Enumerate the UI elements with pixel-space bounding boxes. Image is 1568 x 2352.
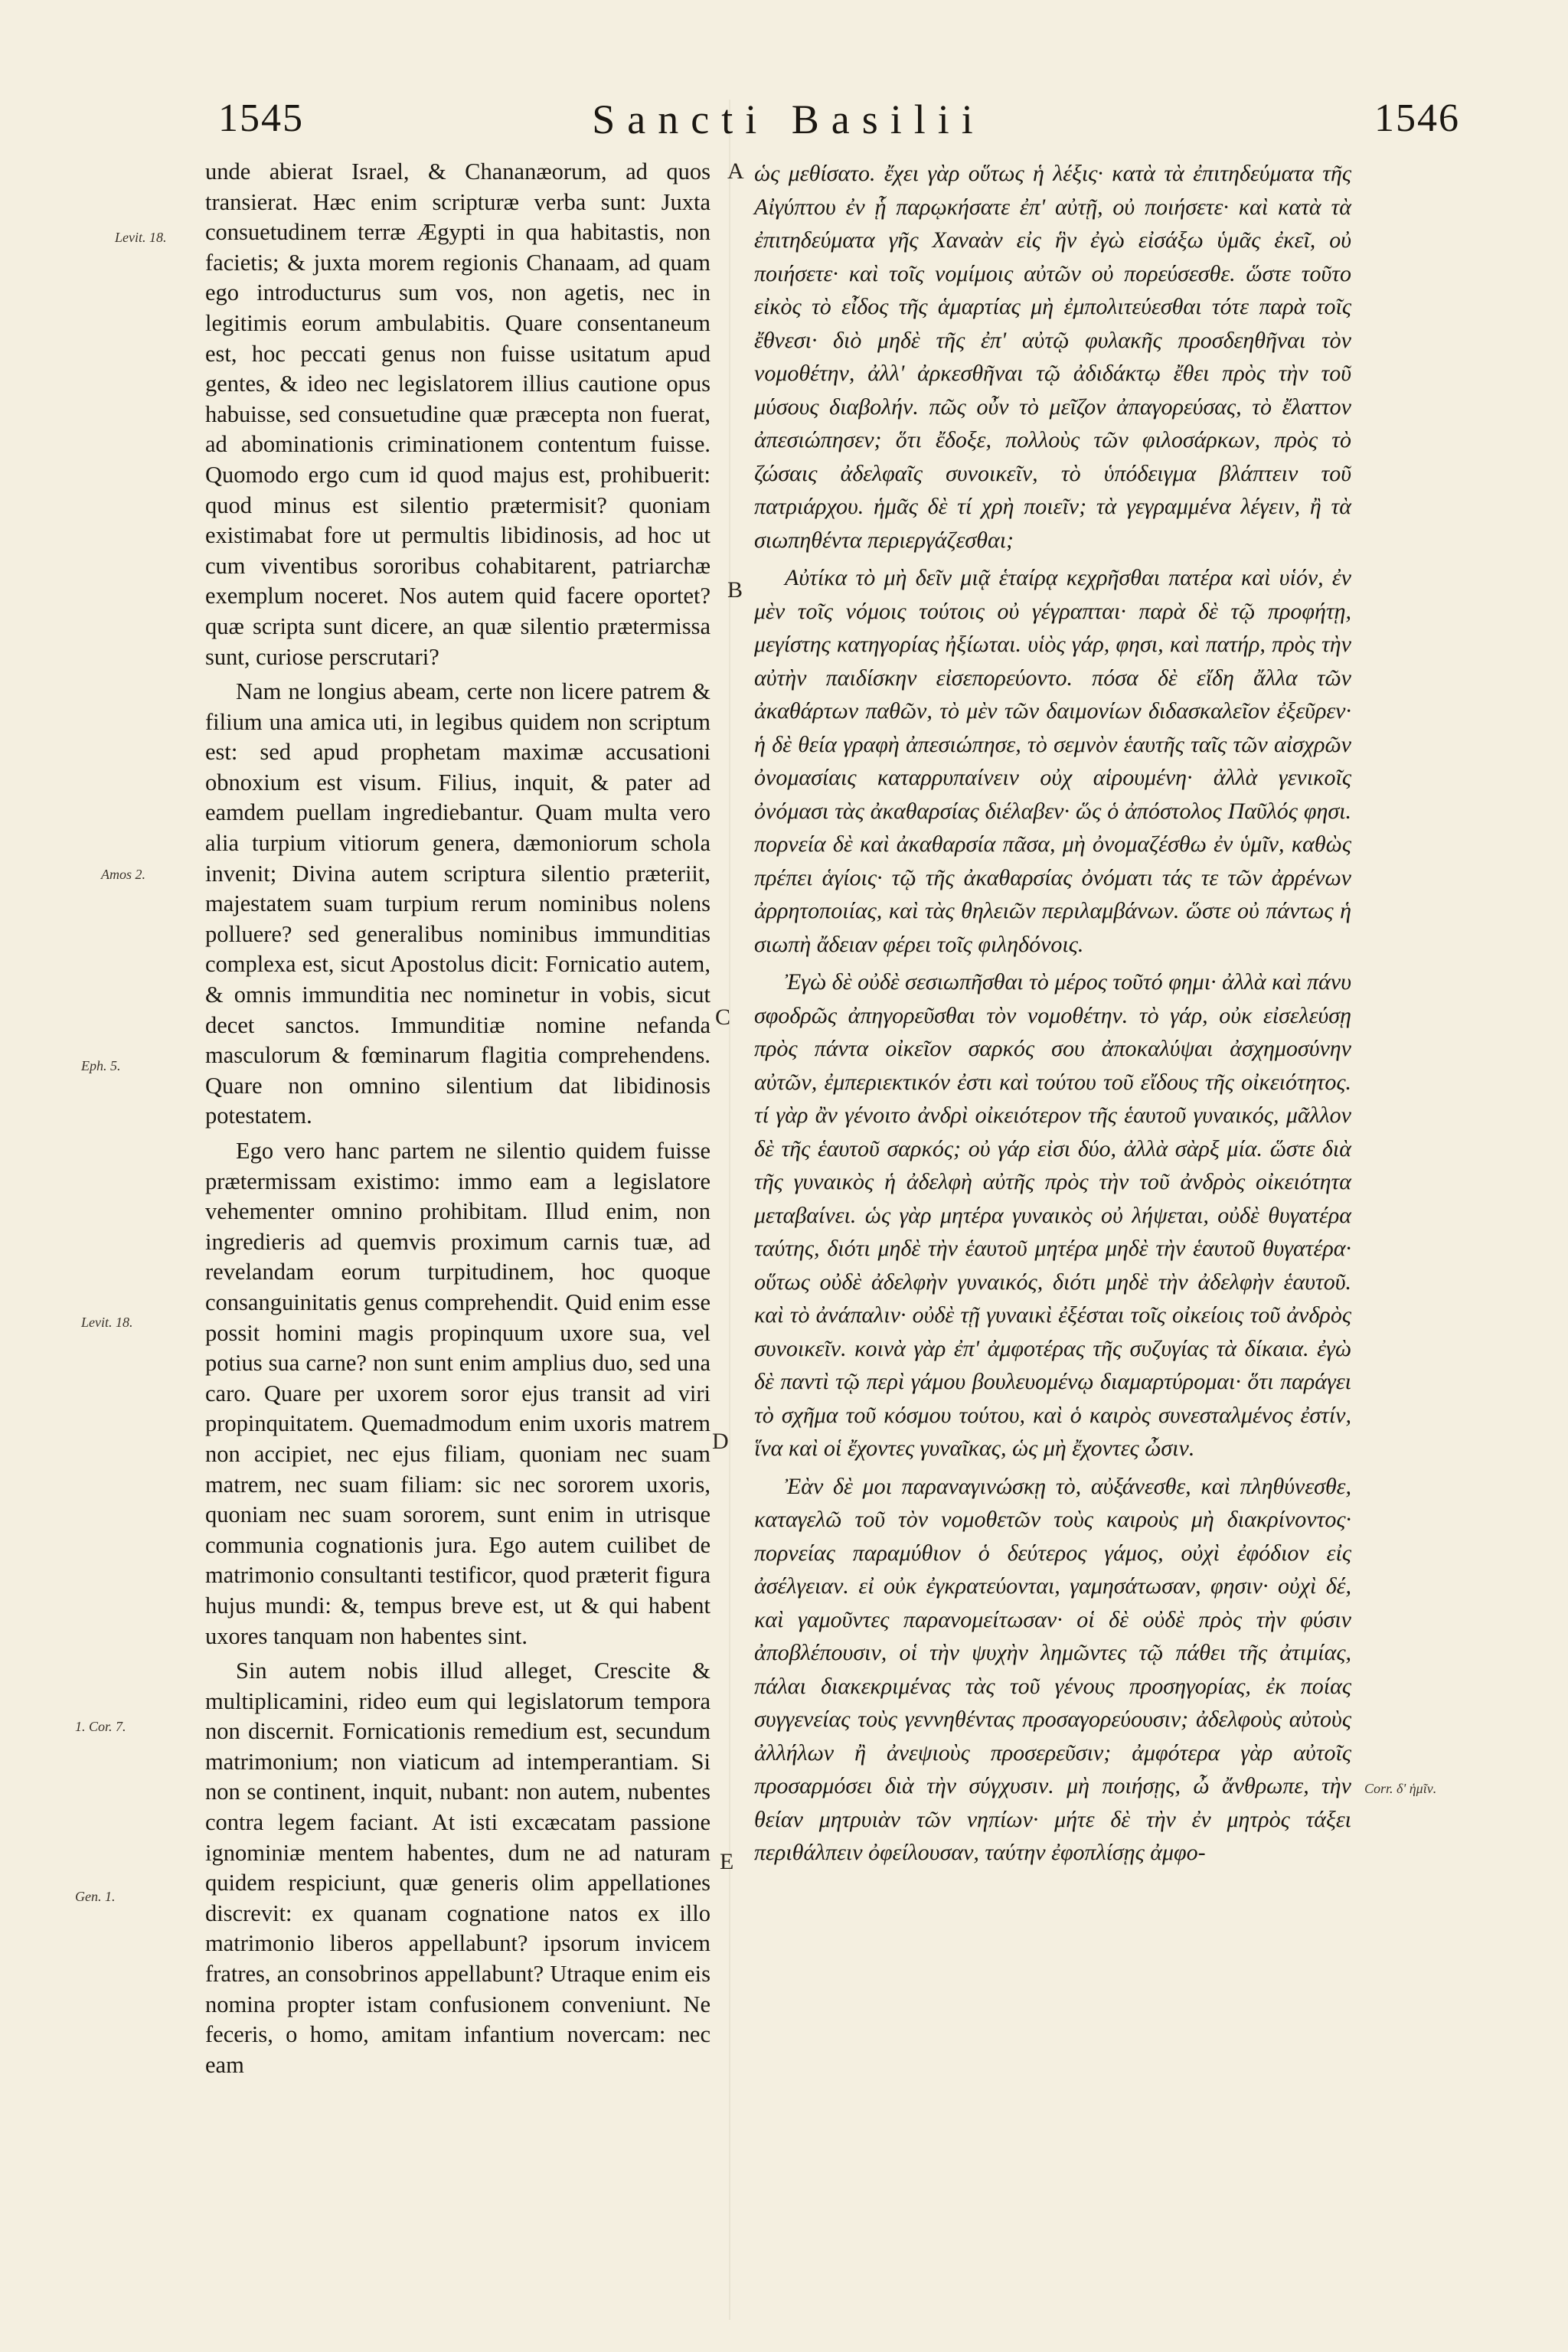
margin-note-correction: Corr. δ' ἡμῖν.: [1364, 1781, 1437, 1796]
section-letter-c: C: [715, 1004, 731, 1030]
greek-paragraph-4: Ἐὰν δὲ μοι παραναγινώσκῃ τὸ, αὐξάνεσθε, καὶ πληθύνεσθε, καταγελῶ τοῦ τὸν νομοθετῶν τοὺς καιροὺς μὴ διακρίνοντος· πορνείας παραμύθιον ὁ δεύτερος γάμος, οὐχὶ ἐφόδιον εἰς ἀσέλγειαν. εἰ οὐκ ἐγκρατεύονται, γαμησάτωσαν, φησιν· οὐχὶ δέ, καὶ γαμοῦντες παρανομείτωσαν· οἱ δὲ οὐδὲ πρὸς τὴν φύσιν ἀποβλέπουσιν, οἱ τὴν ψυχὴν λημῶντες τῷ πάθει τῆς ἀτιμίας, πάλαι διακεκριμένας τὰς τοῦ γένους προσηγορίας, ἐκ ποίας συγγενείας τοὺς γεννηθέντας προσαγορεύουσιν; ἀδελφοὺς αὐτοὺς ἀλλήλων ἢ ἀνεψιοὺς προσερεῦσιν; ἀμφότερα γὰρ αὐτοῖς προσαρμόσει διὰ τὴν σύγχυσιν. μὴ ποιήσῃς, ὦ ἄνθρωπε, τὴν θείαν μητρυιὰν τῶν νηπίων· μήτε δὲ τὴν ἐν μητρὸς τάξει περιθάλπειν ὀφείλουσαν, ταύτην ἐφοπλίσῃς ἀμφο-: [754, 1473, 1351, 1865]
margin-note-gen-1: Gen. 1.: [75, 1889, 116, 1904]
latin-paragraph-4: Sin autem nobis illud alleget, Crescite & multiplicamini, rideo eum qui legislatorum tempora non discernit. Fornicationis remedium est, secundum matrimonium; non viaticum ad intemperantiam. Si non se continent, inquit, nubant: non autem, nubentes contra legem faciant. At isti excæcatam passione ignominiæ mentem habentes, dum ne ad naturam quidem respiciunt, quæ generis olim appellationes discrevit: ex quanam cognatione natos ex illo matrimonio liberos appellabunt? ipsorum invicem fratres, an consobrinos appellabunt? Utraque enim eis nomina propter istam confusionem conveniunt. Ne feceris, o homo, amitam infantium novercam: nec eam: [205, 1658, 710, 2078]
section-letter-a: A: [727, 158, 744, 184]
section-letter-d: D: [712, 1429, 729, 1454]
section-letter-e: E: [720, 1849, 734, 1874]
latin-paragraph-1: unde abierat Israel, & Chananæorum, ad quos transierat. Hæc enim scripturæ verba sunt: Juxta consuetudinem terræ Ægypti in qua habitastis, non facietis; & juxta morem regionis Chanaam, ad quam ego introducturus sum vos, non agetis, nec in legitimis eorum ambulabitis. Quare consentaneum est, hoc peccati genus non fuisse usitatum apud gentes, & ideo nec legislatorem illius cautione opus habuisse, sed consuetudine quæ præcepta non fuerat, ad abominationis criminationem contentum fuisse. Quomodo ergo cum id quod majus est, prohibuerit: quod minus est silentio prætermisit? quoniam existimabat fore ut permultis libidinosis, ad hoc ut cum viventibus sororibus cohabitarent, patriarchæ exemplum noceret. Nos autem quid facere oportet? quæ scripta sunt dicere, an quæ silentio prætermissa sunt, curiose perscrutari?: [205, 158, 710, 670]
section-letter-b: B: [727, 577, 743, 603]
margin-note-1-cor-7: 1. Cor. 7.: [75, 1719, 126, 1734]
page-number-right: 1546: [1374, 96, 1460, 140]
page-number-left: 1545: [218, 96, 304, 140]
margin-note-levit-18-b: Levit. 18.: [81, 1315, 133, 1330]
greek-paragraph-1: ὡς μεθίσατο. ἔχει γὰρ οὕτως ἡ λέξις· κατὰ τὰ ἐπιτηδεύματα τῆς Αἰγύπτου ἐν ᾗ παρῳκήσατε ἐπ' αὐτῇ, οὐ ποιήσετε· καὶ κατὰ τὰ ἐπιτηδεύματα γῆς Χαναὰν εἰς ἣν ἐγὼ εἰσάξω ὑμᾶς ἐκεῖ, οὐ ποιήσετε· καὶ τοῖς νομίμοις αὐτῶν οὐ πορεύσεσθε. ὥστε τοῦτο εἰκὸς τὸ εἶδος τῆς ἁμαρτίας μὴ ἐμπολιτεύεσθαι τότε παρὰ τοῖς ἔθνεσι· διὸ μηδὲ τῆς ἐπ' αὐτῷ φυλακῆς προσδεηθῆναι τὸν νομοθέτην, ἀλλ' ἀρκεσθῆναι τῷ ἀδιδάκτῳ ἔθει πρὸς τὴν τοῦ μύσους διαβολήν. πῶς οὖν τὸ μεῖζον ἀπαγορεύσας, τὸ ἔλαττον ἀπεσιώπησεν; ὅτι ἔδοξε, πολλοὺς τῶν φιλοσάρκων, πρὸς τὸ ζώσαις ἀδελφαῖς συνοικεῖν, τὸ ὑπόδειγμα βλάπτειν τοῦ πατριάρχου. ἡμᾶς δὲ τί χρὴ ποιεῖν; τὰ γεγραμμένα λέγειν, ἢ τὰ σιωπηθέντα περιεργάζεσθαι;: [754, 161, 1351, 553]
margin-note-eph-5: Eph. 5.: [81, 1058, 121, 1073]
page-fold-shadow: [729, 100, 730, 2320]
greek-paragraph-2: Αὐτίκα τὸ μὴ δεῖν μιᾷ ἑταίρᾳ κεχρῆσθαι πατέρα καὶ υἱόν, ἐν μὲν τοῖς νόμοις τούτοις οὐ γέγραπται· παρὰ δὲ τῷ προφήτῃ, μεγίστης κατηγορίας ἠξίωται. υἱὸς γάρ, φησι, καὶ πατήρ, πρὸς τὴν αὐτὴν παιδίσκην εἰσεπορεύοντο. πόσα δὲ εἴδη ἄλλα τῶν ἀκαθάρτων παθῶν, τὸ μὲν τῶν δαιμονίων διδασκαλεῖον ἐξεῦρεν· ἡ δὲ θεία γραφὴ ἀπεσιώπησε, τὸ σεμνὸν ἑαυτῆς ταῖς τῶν αἰσχρῶν ὀνομασίαις καταρρυπαίνειν οὐχ αἱρουμένη· ἀλλὰ γενικοῖς ὀνόμασι τὰς ἀκαθαρσίας διέλαβεν· ὥς ὁ ἀπόστολος Παῦλός φησι. πορνεία δὲ καὶ ἀκαθαρσία πᾶσα, μὴ ὀνομαζέσθω ἐν ὑμῖν, καθὼς πρέπει ἁγίοις· τῷ τῆς ἀκαθαρσίας ὀνόματι τάς τε τῶν ἀρρένων ἀρρητοποιίας, καὶ τὰς θηλειῶν περιλαμβάνων. ὥστε οὐ πάντως ἡ σιωπὴ ἄδειαν φέρει τοῖς φιληδόνοις.: [754, 565, 1351, 957]
margin-note-levit-18: Levit. 18.: [115, 230, 167, 245]
latin-column: [205, 157, 710, 2080]
latin-paragraph-3: Ego vero hanc partem ne silentio quidem fuisse prætermissam existimo: immo eam a legislatore vehementer omnino prohibitam. Illud enim, non ingredieris ad quemvis proximum carnis tuæ, ad revelandam eorum turpitudinem, hoc quoque consanguinitatis genus comprehendit. Quid enim esse possit homini magis propinquum uxore sua, vel potius sua carne? non sunt enim amplius duo, sed una caro. Quare per uxorem soror ejus transit ad viri propinquitatem. Quemadmodum enim uxoris matrem non accipiet, nec ejus filiam, quoniam nec suam matrem, nec suam filiam: sic nec sororem uxoris, quoniam nec suam sororem, sunt enim in utrisque communia cognationis jura. Ego autem cuilibet de matrimonio consultanti testificor, quod præterit figura hujus mundi: &, tempus breve est, ut & qui habent uxores tanquam non habentes sint.: [205, 1138, 710, 1649]
page-header: [0, 96, 1568, 149]
margin-note-amos-2: Amos 2.: [101, 867, 145, 882]
running-title: Sancti Basilii: [592, 96, 985, 142]
greek-paragraph-3: Ἐγὼ δὲ οὐδὲ σεσιωπῆσθαι τὸ μέρος τοῦτό φημι· ἀλλὰ καὶ πάνυ σφοδρῶς ἀπηγορεῦσθαι τὸν νομοθέτην. τὸ γάρ, οὐκ εἰσελεύσῃ πρὸς πάντα οἰκεῖον σαρκός σου ἀποκαλύψαι ἀσχημοσύνην αὐτῶν, ἐμπεριεκτικόν ἐστι καὶ τούτου τοῦ εἴδους τῆς οἰκειότητος. τί γὰρ ἂν γένοιτο ἀνδρὶ οἰκειότερον τῆς ἑαυτοῦ γυναικός, μᾶλλον δὲ τῆς ἑαυτοῦ σαρκός; οὐ γάρ εἰσι δύο, ἀλλὰ σὰρξ μία. ὥστε διὰ τῆς γυναικὸς ἡ ἀδελφὴ αὐτῆς πρὸς τὴν τοῦ ἀνδρὸς οἰκειότητα μεταβαίνει. ὡς γὰρ μητέρα γυναικὸς οὐ λήψεται, οὐδὲ θυγατέρα ταύτης, διότι μηδὲ τὴν ἑαυτοῦ μητέρα μηδὲ τὴν ἑαυτοῦ θυγατέρα· οὕτως οὐδὲ ἀδελφὴν γυναικός, διότι μηδὲ τὴν ἀδελφὴν ἑαυτοῦ. καὶ τὸ ἀνάπαλιν· οὐδὲ τῇ γυναικὶ ἐξέσται τοῖς οἰκείοις τοῦ ἀνδρὸς συνοικεῖν. κοινὰ γὰρ ἐπ' ἀμφοτέρας τῆς συζυγίας τὰ δίκαια. ἐγὼ δὲ παντὶ τῷ περὶ γάμου βουλευομένῳ διαμαρτύρομαι· ὅτι παράγει τὸ σχῆμα τοῦ κόσμου τούτου, καὶ ὁ καιρὸς συνεσταλμένος ἐστίν, ἵνα καὶ οἱ ἔχοντες γυναῖκας, ὡς μὴ ἔχοντες ὦσιν.: [754, 969, 1351, 1461]
greek-column: [754, 157, 1351, 1870]
latin-paragraph-2: Nam ne longius abeam, certe non licere patrem & filium una amica uti, in legibus quidem non scriptum est: sed apud prophetam maximæ accusationi obnoxium est visum. Filius, inquit, & pater ad eamdem puellam ingrediebantur. Quam multa vero alia turpium vitiorum genera, dæmoniorum schola invenit; Divina autem scriptura silentio præteriit, majestatem suam turpium rerum nominibus nolens polluere? sed generalibus nominibus immunditias complexa est, sicut Apostolus dicit: Fornicatio autem, & omnis immunditia nec nominetur in vobis, sicut decet sanctos. Immunditiæ nomine nefanda masculorum & fœminarum flagitia comprehendens. Quare non omnino silentium dat libidinosis potestatem.: [205, 678, 710, 1129]
